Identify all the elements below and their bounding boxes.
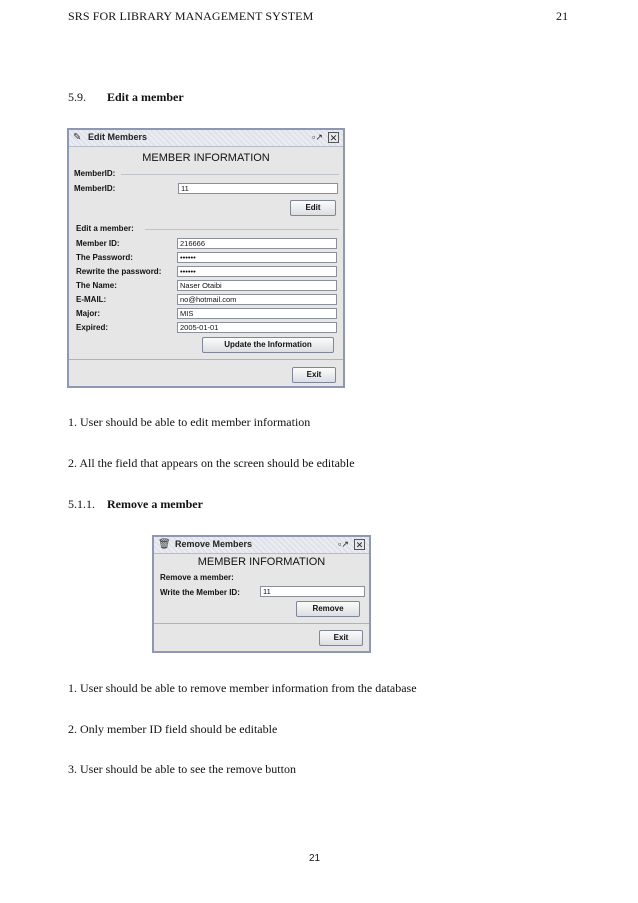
edit-members-window bbox=[67, 128, 345, 388]
edit-button[interactable]: Edit bbox=[290, 200, 336, 216]
close-icon[interactable]: ✕ bbox=[329, 133, 338, 143]
window-title: Edit Members bbox=[88, 132, 148, 142]
section-number: 5.9. bbox=[68, 90, 86, 104]
field-label-rewrite-password: Rewrite the password: bbox=[76, 267, 162, 276]
field-label-major: Major: bbox=[76, 309, 100, 318]
window-titlebar bbox=[69, 130, 343, 147]
form-heading: MEMBER INFORMATION bbox=[142, 152, 270, 164]
window-separator bbox=[154, 623, 369, 624]
memberid-label: MemberID: bbox=[74, 184, 116, 193]
form-heading: MEMBER INFORMATION bbox=[197, 556, 326, 568]
list-item: 2. All the field that appears on the screen should be editable bbox=[68, 456, 355, 470]
document-header-page-number: 21 bbox=[556, 9, 569, 23]
remove-members-window bbox=[152, 535, 371, 653]
section-number: 5.1.1. bbox=[68, 497, 95, 511]
exit-button[interactable]: Exit bbox=[319, 630, 363, 646]
field-label-password: The Password: bbox=[76, 253, 133, 262]
major-input[interactable]: MIS bbox=[177, 308, 337, 319]
list-item: 3. User should be able to see the remove button bbox=[68, 762, 296, 776]
section-title: Remove a member bbox=[107, 497, 203, 511]
footer-page-number: 21 bbox=[309, 853, 321, 864]
restore-icon[interactable]: ▫↗ bbox=[338, 539, 349, 549]
name-input[interactable]: Naser Otaibi bbox=[177, 280, 337, 291]
window-titlebar bbox=[154, 537, 369, 554]
exit-button[interactable]: Exit bbox=[292, 367, 336, 383]
field-label-name: The Name: bbox=[76, 281, 117, 290]
list-item: 2. Only member ID field should be editable bbox=[68, 722, 278, 736]
memberid-input[interactable]: 11 bbox=[260, 586, 365, 597]
list-item: 1. User should be able to edit member information bbox=[68, 415, 311, 429]
group-label-edit-member: Edit a member: bbox=[76, 224, 134, 233]
remove-button[interactable]: Remove bbox=[296, 601, 360, 617]
group-label-memberid: MemberID: bbox=[74, 169, 116, 178]
restore-icon[interactable]: ▫↗ bbox=[312, 132, 323, 142]
trash-icon: 🗑 bbox=[158, 539, 171, 550]
field-label-expired: Expired: bbox=[76, 323, 109, 332]
window-title: Remove Members bbox=[175, 539, 253, 549]
update-information-button[interactable]: Update the Information bbox=[202, 337, 334, 353]
group-label-remove-member: Remove a member: bbox=[160, 573, 234, 582]
rewrite-password-input[interactable]: •••••• bbox=[177, 266, 337, 277]
field-label-member-id: Member ID: bbox=[76, 239, 120, 248]
group-divider bbox=[145, 229, 339, 230]
list-item: 1. User should be able to remove member information from the database bbox=[68, 681, 417, 695]
member-id-input[interactable]: 216666 bbox=[177, 238, 337, 249]
password-input[interactable]: •••••• bbox=[177, 252, 337, 263]
edit-pencil-icon: ✎ bbox=[73, 132, 82, 143]
window-separator bbox=[69, 359, 343, 360]
email-input[interactable]: no@hotmail.com bbox=[177, 294, 337, 305]
memberid-label: Write the Member ID: bbox=[160, 588, 240, 597]
expired-input[interactable]: 2005-01-01 bbox=[177, 322, 337, 333]
group-divider bbox=[121, 174, 339, 175]
memberid-input[interactable]: 11 bbox=[178, 183, 338, 194]
close-icon[interactable]: ✕ bbox=[355, 540, 364, 550]
field-label-email: E-MAIL: bbox=[76, 295, 107, 304]
document-header-title: SRS FOR LIBRARY MANAGEMENT SYSTEM bbox=[68, 9, 314, 23]
section-title: Edit a member bbox=[107, 90, 184, 104]
